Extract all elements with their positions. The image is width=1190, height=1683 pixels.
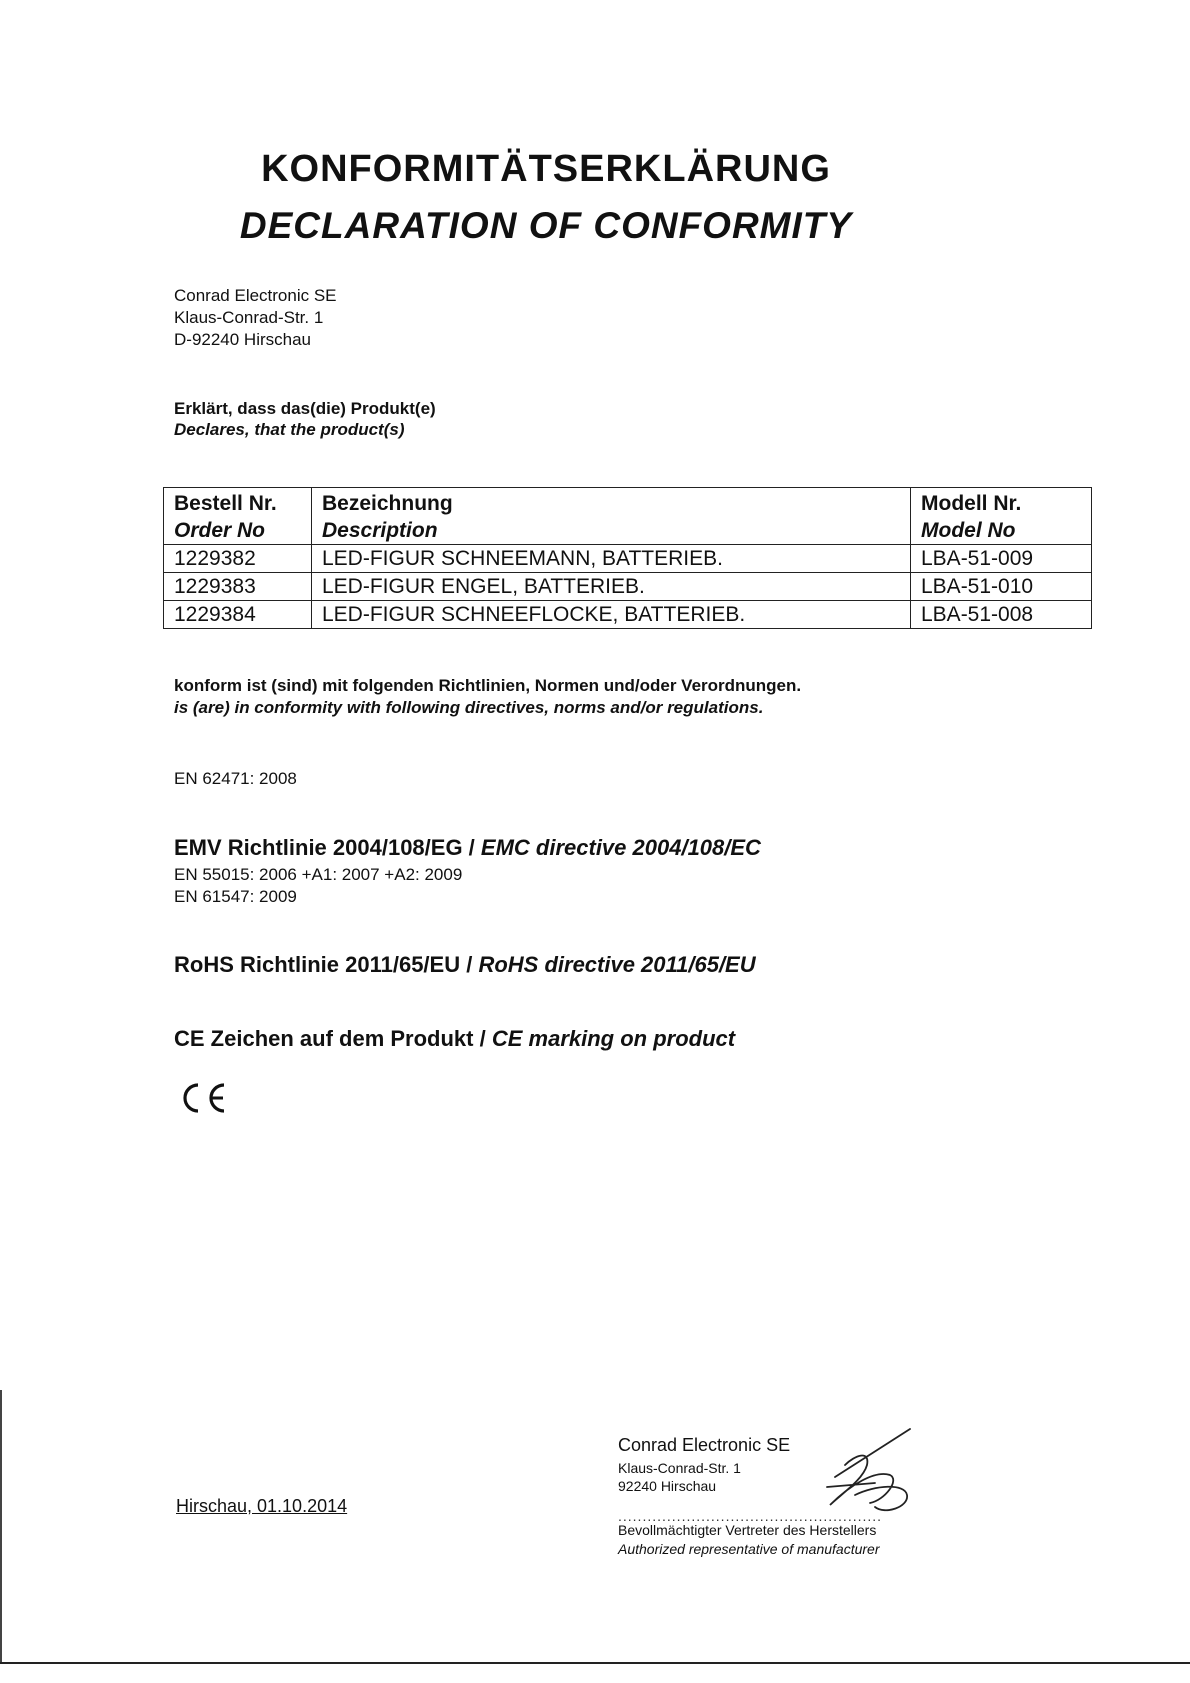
- ce-marking-heading: [174, 1026, 735, 1052]
- product-description: LED-FIGUR ENGEL, BATTERIEB.: [312, 573, 911, 601]
- order-number: 1229382: [164, 545, 312, 573]
- declares-statement: [174, 398, 436, 440]
- signature-dotted-line: ......................................................: [618, 1508, 883, 1524]
- product-table: [163, 487, 1092, 629]
- issuer-address: [174, 285, 337, 351]
- header-model-de: Modell Nr.: [921, 492, 1022, 515]
- ce-english: CE marking on product: [491, 1026, 736, 1051]
- declares-german: Erklärt, dass das(die) Produkt(e): [174, 399, 436, 418]
- place-date: Hirschau, 01.10.2014: [176, 1496, 348, 1516]
- issuer-line: Conrad Electronic SE: [174, 286, 337, 305]
- handwritten-signature: [815, 1425, 925, 1530]
- emv-norm: EN 61547: 2009: [174, 887, 297, 906]
- scan-left-edge: [0, 1390, 2, 1662]
- signatory-address: [618, 1459, 741, 1495]
- conformity-statement: [174, 675, 801, 719]
- standard-general: EN 62471: 2008: [174, 769, 297, 788]
- model-number: LBA-51-008: [911, 601, 1092, 629]
- product-description: LED-FIGUR SCHNEEMANN, BATTERIEB.: [312, 545, 911, 573]
- scan-bottom-edge: [0, 1662, 1190, 1664]
- order-number: 1229384: [164, 601, 312, 629]
- emv-norm: EN 55015: 2006 +A1: 2007 +A2: 2009: [174, 865, 463, 884]
- issuer-line: D-92240 Hirschau: [174, 330, 312, 349]
- declares-english: Declares, that the product(s): [174, 420, 405, 439]
- signatory-company: Conrad Electronic SE: [618, 1435, 791, 1455]
- signatory-address-line: Klaus-Conrad-Str. 1: [618, 1460, 741, 1476]
- emv-norms: [174, 864, 462, 908]
- header-order-de: Bestell Nr.: [174, 492, 277, 515]
- header-description-de: Bezeichnung: [322, 492, 453, 515]
- model-number: LBA-51-010: [911, 573, 1092, 601]
- emv-german: EMV Richtlinie 2004/108/EG /: [174, 835, 481, 860]
- rohs-german: RoHS Richtlinie 2011/65/EU /: [174, 952, 479, 977]
- ce-german: CE Zeichen auf dem Produkt /: [174, 1026, 492, 1051]
- header-description: [312, 488, 911, 545]
- header-order-en: Order No: [174, 519, 266, 542]
- model-number: LBA-51-009: [911, 545, 1092, 573]
- emv-english: EMC directive 2004/108/EC: [480, 835, 761, 860]
- emv-directive-heading: [174, 835, 761, 861]
- issuer-line: Klaus-Conrad-Str. 1: [174, 308, 324, 327]
- table-row: [164, 573, 1092, 601]
- header-model: [911, 488, 1092, 545]
- title-german: KONFORMITÄTSERKLÄRUNG: [261, 148, 831, 190]
- header-order: [164, 488, 312, 545]
- ce-mark-icon: [176, 1080, 228, 1121]
- header-model-en: Model No: [921, 519, 1016, 542]
- rohs-directive-heading: [174, 952, 756, 978]
- table-row: [164, 601, 1092, 629]
- signatory-role-english: Authorized representative of manufacturer: [618, 1541, 880, 1557]
- signatory-role-german: Bevollmächtigter Vertreter des Herstellers: [618, 1522, 877, 1538]
- title-english: DECLARATION OF CONFORMITY: [239, 205, 853, 246]
- table-row: [164, 545, 1092, 573]
- table-header-row: [164, 488, 1092, 545]
- conformity-german: konform ist (sind) mit folgenden Richtlinien, Normen und/oder Verordnungen.: [174, 676, 802, 695]
- signatory-address-line: 92240 Hirschau: [618, 1478, 717, 1494]
- conformity-english: is (are) in conformity with following directives, norms and/or regulations.: [174, 698, 764, 717]
- product-description: LED-FIGUR SCHNEEFLOCKE, BATTERIEB.: [312, 601, 911, 629]
- order-number: 1229383: [164, 573, 312, 601]
- rohs-english: RoHS directive 2011/65/EU: [478, 952, 756, 977]
- header-description-en: Description: [322, 519, 438, 542]
